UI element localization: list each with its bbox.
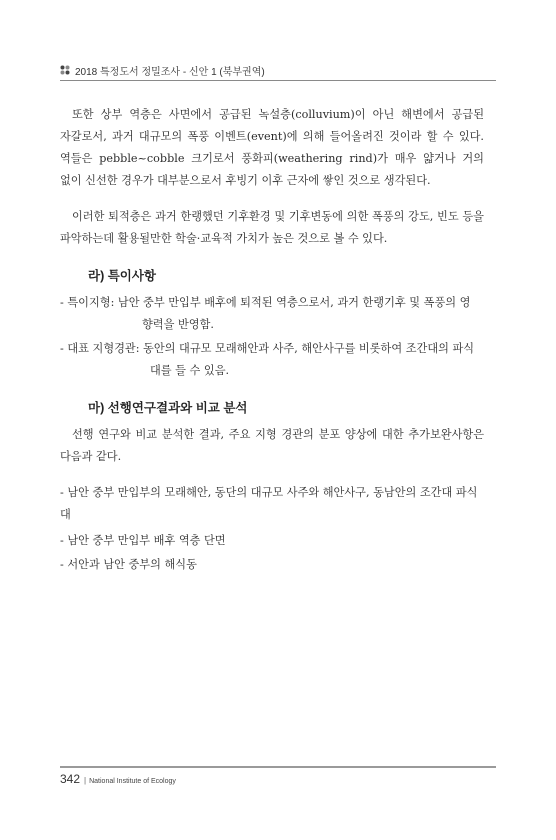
list-item-text: - 남안 중부 만입부 배후 역층 단면	[60, 534, 226, 547]
list-item	[60, 338, 484, 382]
running-title: 2018 특정도서 정밀조사 - 신안 1 (북부권역)	[75, 66, 265, 78]
list-item-text: - 서안과 남안 중부의 해식동	[60, 558, 197, 571]
list-item	[60, 292, 484, 336]
section-heading-ma: 마) 선행연구결과와 비교 분석	[88, 401, 248, 415]
list-item-line: - 대표 지형경관: 동안의 대규모 모래해안과 사주, 해안사구를 비롯하여 조간대의 파식	[60, 342, 475, 355]
section-ra-list	[60, 292, 484, 382]
page-number: 342	[60, 772, 81, 786]
footer-divider	[60, 766, 496, 768]
institution-name: National Institute of Ecology	[89, 778, 176, 785]
list-item-text: - 남안 중부 만입부의 모래해안, 동단의 대규모 사주와 해안사구, 동남안의 조간대 파식대	[60, 486, 478, 521]
page-body	[60, 104, 484, 584]
list-item-line: - 특이지형: 남안 중부 만입부 배후에 퇴적된 역층으로서, 과거 한랭기후 및 폭풍의 영	[60, 296, 471, 309]
paragraph-1: 또한 상부 역층은 사면에서 공급된 녹설층(colluvium)이 아닌 해변에서 공급된 자갈로서, 과거 대규모의 폭풍 이벤트(event)에 의해 들어올려진 것이라 할 수 있다. 역들은 pebble~cobble 크기로서 풍화피(weathering rind)가 매우 얇거나 거의 없이 신선한 경우가 대부분으로서 후빙기 이후 근자에 쌓인 것으로 생각된다.	[60, 108, 484, 187]
paragraph-2: 이러한 퇴적층은 과거 한랭했던 기후환경 및 기후변동에 의한 폭풍의 강도, 빈도 등을 파악하는데 활용될만한 학술·교육적 가치가 높은 것으로 볼 수 있다.	[60, 210, 484, 245]
dots-icon	[60, 65, 70, 75]
header-divider	[60, 80, 496, 81]
running-header	[60, 60, 490, 80]
footer-separator: |	[84, 776, 87, 785]
section-heading-ra: 라) 특이사항	[88, 269, 157, 283]
section-ma-intro: 선행 연구와 비교 분석한 결과, 주요 지형 경관의 분포 양상에 대한 추가보완사항은 다음과 같다.	[60, 428, 484, 463]
list-item	[60, 554, 484, 576]
list-item	[60, 530, 484, 552]
section-ma-list	[60, 482, 484, 576]
list-item	[60, 482, 484, 526]
list-item-continuation: 향력을 반영함.	[142, 318, 214, 331]
page-footer	[60, 772, 176, 790]
list-item-continuation: 대를 들 수 있음.	[150, 364, 230, 377]
